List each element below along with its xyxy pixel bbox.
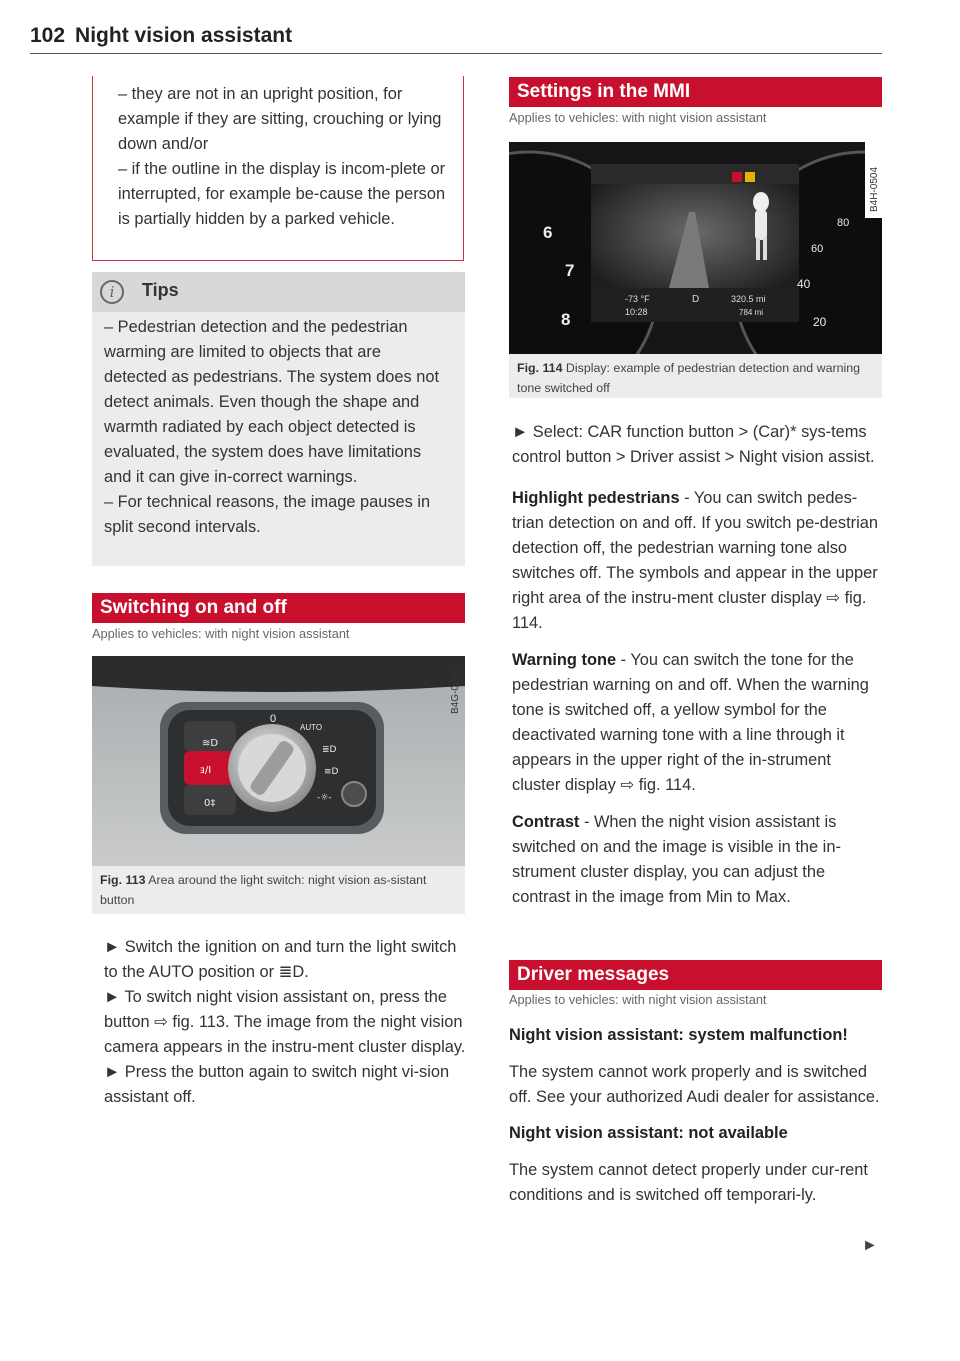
svg-text:≡D: ≡D [324,767,339,777]
section-driver-messages-title: Driver messages [509,960,882,990]
tips-list [104,315,448,540]
dial-label-auto: AUTO [300,723,323,732]
message-1-title: Night vision assistant: system malfunction! [509,1026,848,1044]
driver-messages-body [509,1023,881,1208]
select-path: ► Select: CAR function button > (Car)* sys-tems control button > Driver assist > Night vision assist. [512,423,875,466]
warning-item-text: – they are not in an upright position, for example if they are sitting, crouching or lying down and/or [118,85,442,153]
cluster-time: 10:28 [625,307,648,317]
figure-113-caption-text: Area around the light switch: night vision as-sistant button [100,873,427,907]
warning-tone-label: Warning tone [512,651,617,669]
figure-113-caption [100,870,456,910]
switching-steps [104,935,466,1110]
highlight-pedestrians-label: Highlight pedestrians [512,489,680,507]
tip-item: – Pedestrian detection and the pedestrian warming are limited to objects that are detected as pedestrians. The system does not detect animals. Even though the shape and warmth radiated by each object detected is evaluated, the system does have limitations and it can give in-correct warnings. [104,318,439,486]
tip-item: – For technical reasons, the image pauses in split second intervals. [104,493,431,536]
figure-113-label: Fig. 113 [100,873,146,887]
speed-tick: 40 [797,277,811,291]
settings-body [512,420,882,910]
highlight-pedestrians-para [512,486,882,636]
svg-text:≋D: ≋D [202,738,219,749]
dial-label-zero: 0 [270,713,277,725]
speed-tick: 60 [811,243,824,255]
message-1-text: The system cannot work properly and is switched off. See your authorized Audi dealer for assistance. [509,1063,880,1106]
tips-header [92,272,465,312]
warning-tone-text: - You can switch the tone for the pedestrian warning on and off. When the warning tone is switched off, a yellow symbol for the deactivated warning tone with a line through it appears in the upper right of the in-strument cluster display ⇨ fig. 114. [512,651,869,794]
driver-messages-applies: Applies to vehicles: with night vision assistant [509,992,767,1007]
speed-tick: 20 [813,315,827,329]
figure-114-caption [517,358,873,398]
svg-text:≣D: ≣D [322,745,337,755]
figure-114-caption-text: Display: example of pedestrian detection and warning tone switched off [517,361,861,395]
page-header [30,24,292,48]
figure-114-box [509,142,882,398]
message-2-title: Night vision assistant: not available [509,1124,788,1142]
figure-114-label: Fig. 114 [517,361,563,375]
switching-applies: Applies to vehicles: with night vision assistant [92,626,350,641]
tips-title: Tips [142,280,179,300]
step-item: ► Switch the ignition on and turn the light switch to the AUTO position or ≣D. [104,938,457,981]
header-rule [30,53,882,54]
warning-item [104,82,449,157]
contrast-para [512,810,882,910]
light-switch-image [92,656,465,866]
tach-tick: 8 [561,310,571,329]
highlight-pedestrians-text: - You can switch pedes-trian detection on and off. If you switch pe-destrian detection off, the pedestrian warning tone also switches off. The symbols and appear in the upper right area of the instru-ment cluster display ⇨ fig. 114. [512,489,878,632]
instrument-cluster-image [509,142,882,354]
step-item: ► Press the button again to switch night vi-sion assistant off. [104,1063,450,1106]
page-number: 102 [30,24,66,47]
svg-text:ⱻ/I: ⱻ/I [200,765,212,776]
tach-tick: 6 [543,223,553,242]
cluster-temp: -73 °F [625,294,650,304]
section-settings-title: Settings in the MMI [509,77,882,107]
figure-113-box [92,656,465,914]
step-item: ► To switch night vision assistant on, press the button ⇨ fig. 113. The image from the night vision camera appears in the instru-ment cluster display. [104,988,466,1056]
svg-text:0‡: 0‡ [204,798,216,809]
warning-item-text: – if the outline in the display is incom-plete or interrupted, for example be-cause the person is partially hidden by a parked vehicle. [118,160,446,228]
tach-tick: 7 [565,261,575,280]
figure-code: B4G-0099 [450,668,461,714]
contrast-label: Contrast [512,813,580,831]
info-icon: i [100,280,124,304]
warning-item [104,157,449,232]
contrast-text: - When the night vision assistant is switched on and the image is visible in the in-strument cluster display, you can adjust the contrast in the image from Min to Max. [512,813,841,906]
svg-text:-☼-: -☼- [317,793,332,803]
cluster-odo2: 784 mi [739,308,764,317]
continue-arrow-icon: ► [862,1237,878,1254]
warning-tone-para [512,648,882,798]
message-2-text: The system cannot detect properly under cur-rent conditions and is switched off temporari-ly. [509,1161,868,1204]
cluster-odo1: 320.5 mi [731,294,766,304]
figure-code: B4H-0504 [869,166,880,212]
settings-applies: Applies to vehicles: with night vision assistant [509,110,767,125]
section-switching-title: Switching on and off [92,593,465,623]
warning-list [104,82,449,232]
speed-tick: 80 [837,217,850,229]
chapter-title: Night vision assistant [75,24,293,47]
cluster-gear: D [692,294,700,305]
